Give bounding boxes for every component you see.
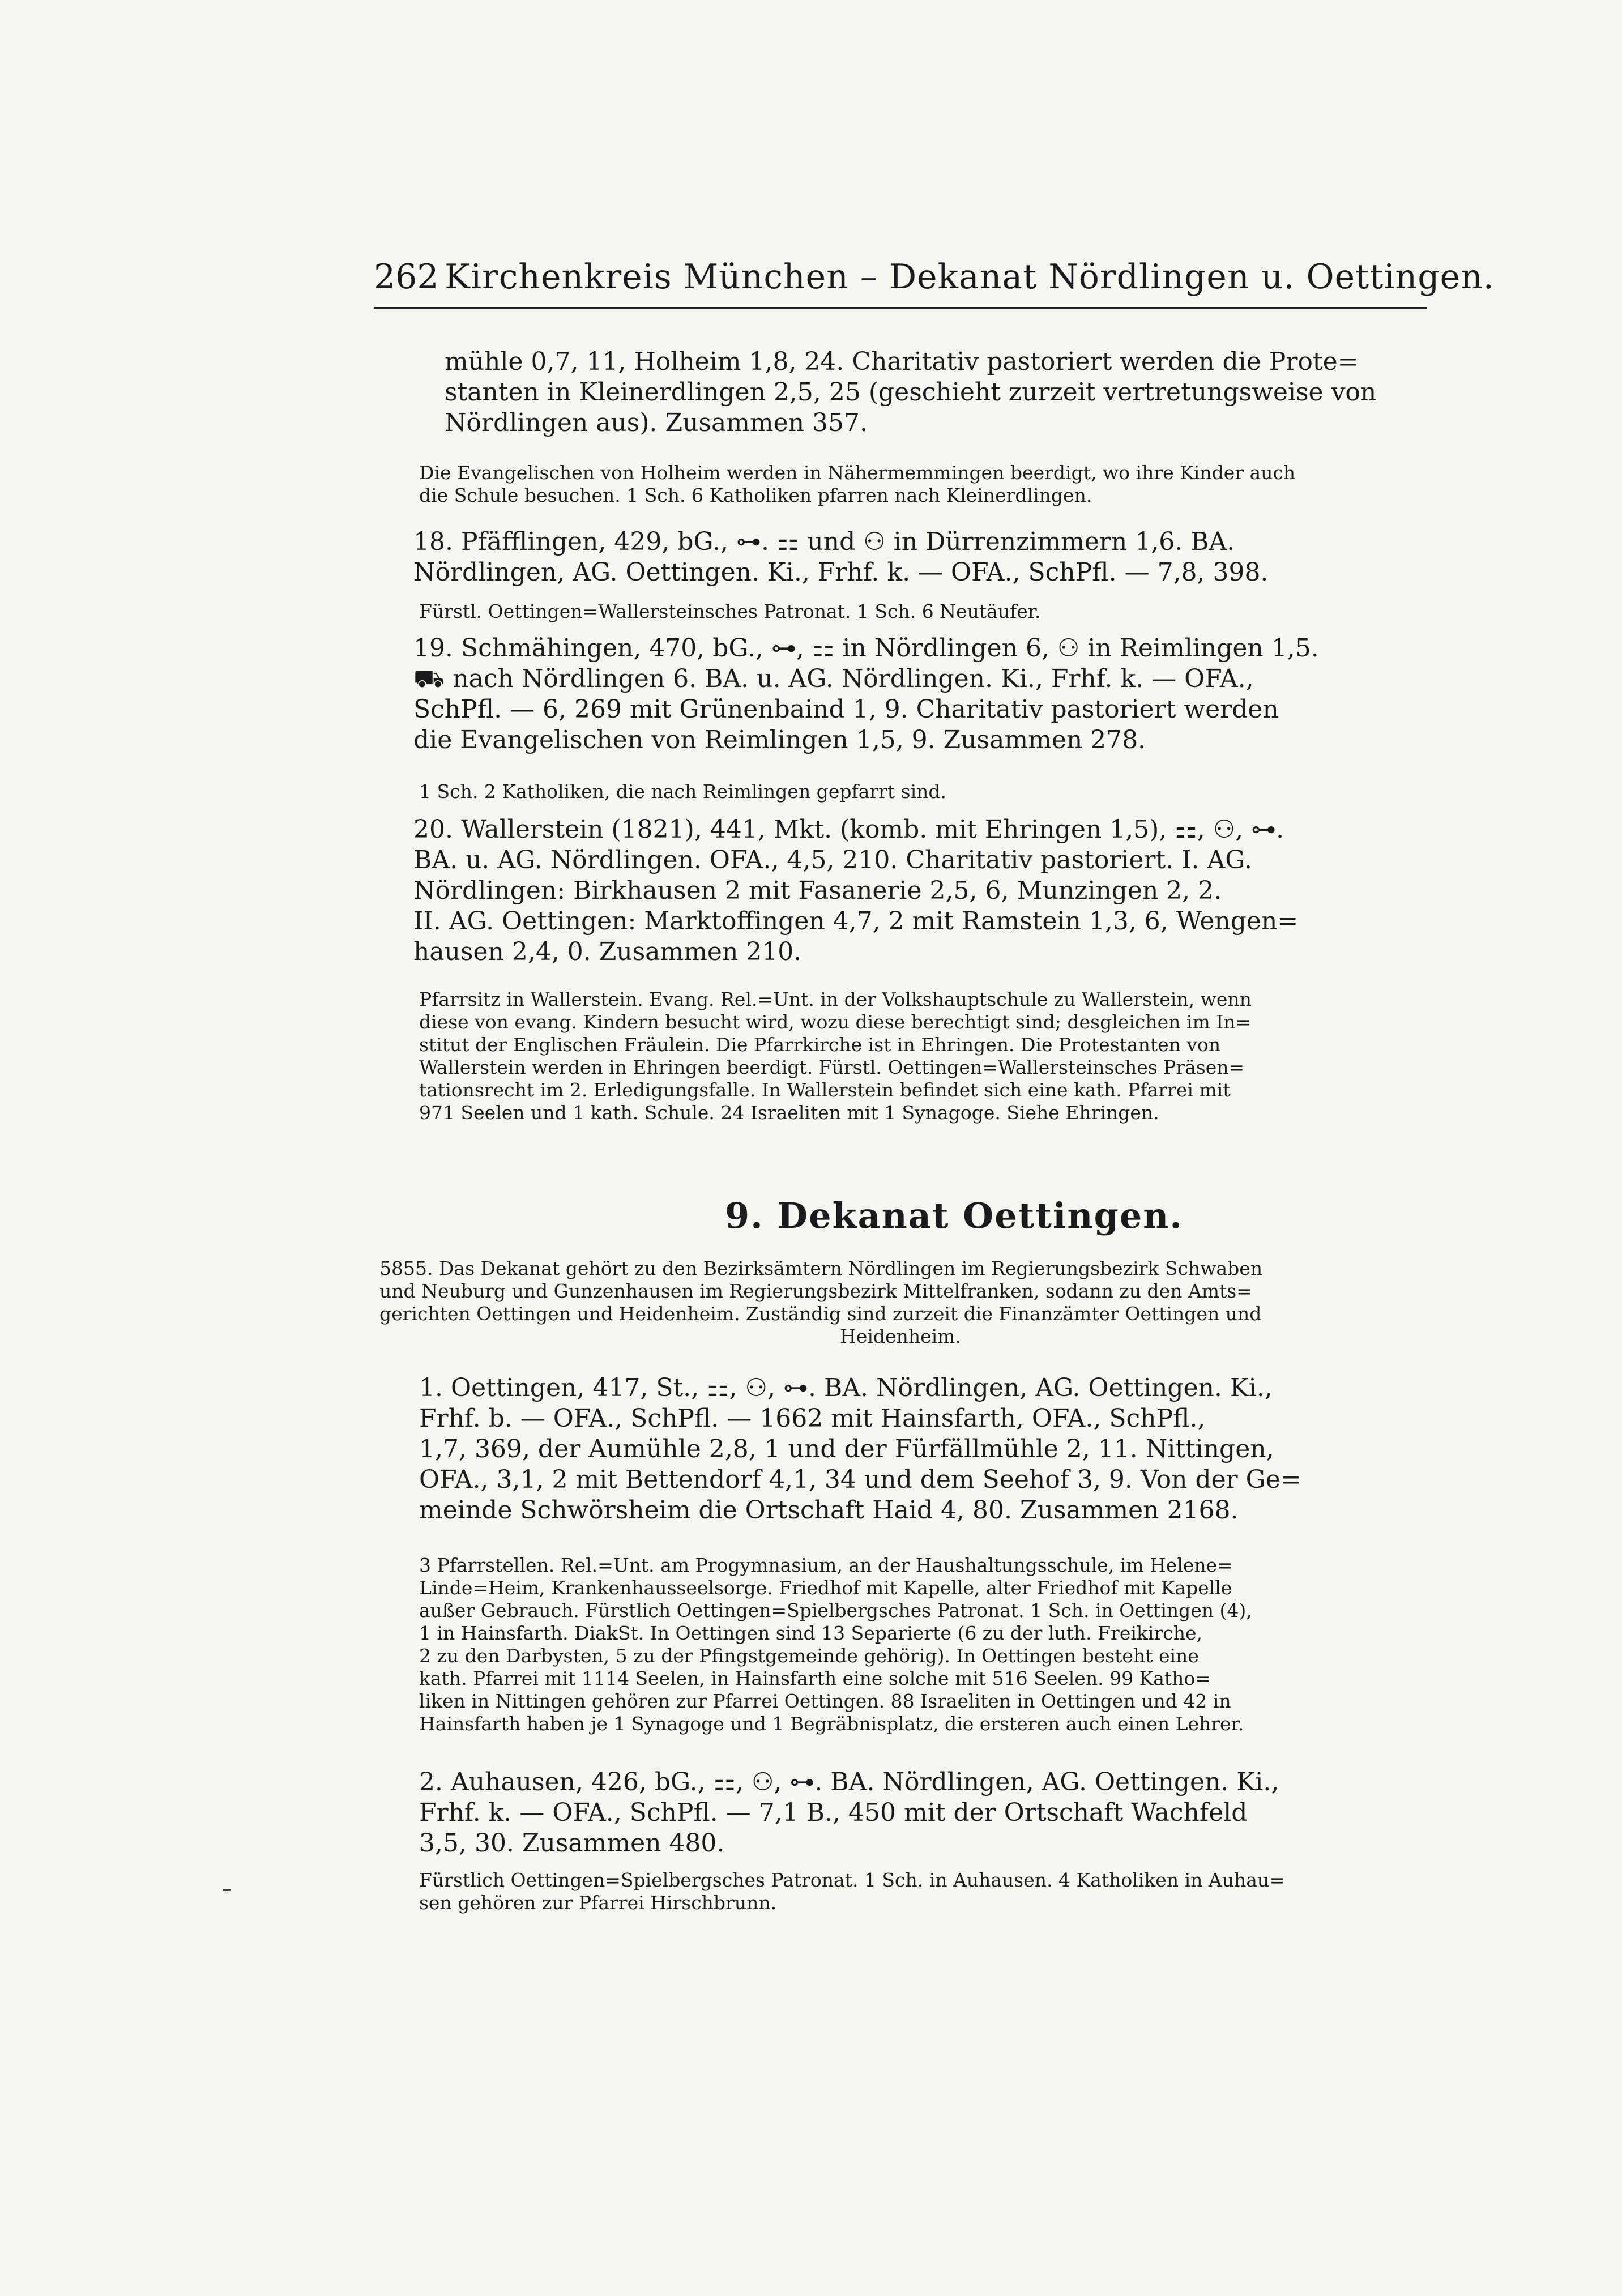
note-line: 3 Pfarrstellen. Rel.=Unt. am Progymnasium, an der Haushaltungsschule, im Helene= [419, 1554, 1233, 1576]
text-line: Nördlingen, AG. Oettingen. Ki., Frhf. k. — OFA., SchPfl. — 7,8, 398. [413, 558, 1269, 587]
text-line: BA. u. AG. Nördlingen. OFA., 4,5, 210. Charitativ pastoriert. I. AG. [413, 846, 1252, 874]
text-line: ⛟ nach Nördlingen 6. BA. u. AG. Nördlingen. Ki., Frhf. k. — OFA., [413, 664, 1254, 693]
page-header [374, 256, 1495, 309]
entry-20-note [419, 988, 1252, 1124]
note-line: kath. Pfarrei mit 1114 Seelen, in Hainsfarth eine solche mit 516 Seelen. 99 Katho= [419, 1667, 1211, 1689]
text-line: Nördlingen: Birkhausen 2 mit Fasanerie 2,5, 6, Munzingen 2, 2. [413, 876, 1222, 905]
note-line: Hainsfarth haben je 1 Synagoge und 1 Begräbnisplatz, die ersteren auch einen Lehrer. [419, 1713, 1244, 1735]
text-line: mühle 0,7, 11, Holheim 1,8, 24. Charitativ pastoriert werden die Prote= [445, 347, 1359, 376]
margin-mark [223, 1889, 231, 1891]
note-line: tationsrecht im 2. Erledigungsfalle. In Wallerstein befindet sich eine kath. Pfarrei mit [419, 1079, 1231, 1101]
intro-line: Heidenheim. [840, 1325, 961, 1347]
note-line: außer Gebrauch. Fürstlich Oettingen=Spielbergsches Patronat. 1 Sch. in Oettingen (4), [419, 1599, 1252, 1621]
note-line: 2 zu den Darbysten, 5 zu der Pfingstgemeinde gehörig). In Oettingen besteht eine [419, 1645, 1199, 1667]
entry-20 [413, 814, 1298, 967]
text-line: 18. Pfäfflingen, 429, bG., ⊶. ⚏ und ⚇ in Dürrenzimmern 1,6. BA. [413, 527, 1235, 556]
running-title: Kirchenkreis München – Dekanat Nördlingen u. Oettingen. [445, 257, 1495, 297]
text-line: stanten in Kleinerdlingen 2,5, 25 (geschieht zurzeit vertretungsweise von [445, 378, 1377, 407]
entry-19 [413, 633, 1319, 756]
text-line: II. AG. Oettingen: Marktoffingen 4,7, 2 mit Ramstein 1,3, 6, Wengen= [413, 907, 1299, 936]
section-intro [379, 1257, 1422, 1348]
note-line: sen gehören zur Pfarrei Hirschbrunn. [419, 1892, 777, 1914]
note-line: stitut der Englischen Fräulein. Die Pfarrkirche ist in Ehringen. Die Protestanten von [419, 1034, 1221, 1056]
note-line: Fürstl. Oettingen=Wallersteinsches Patronat. 1 Sch. 6 Neutäufer. [419, 600, 1041, 622]
entry-17-continued [445, 347, 1376, 438]
text-line: Nördlingen aus). Zusammen 357. [445, 408, 868, 437]
intro-line: und Neuburg und Gunzenhausen im Regierungsbezirk Mittelfranken, sodann zu den Amts= [379, 1280, 1252, 1302]
note-line: liken in Nittingen gehören zur Pfarrei Oettingen. 88 Israeliten in Oettingen und 42 in [419, 1690, 1231, 1712]
text-line: Frhf. k. — OFA., SchPfl. — 7,1 B., 450 mit der Ortschaft Wachfeld [419, 1798, 1248, 1827]
entry-18 [413, 527, 1269, 588]
note-line: diese von evang. Kindern besucht wird, wozu diese berechtigt sind; desgleichen im In= [419, 1011, 1252, 1033]
note-line: Die Evangelischen von Holheim werden in Nähermemmingen beerdigt, wo ihre Kinder auch [419, 462, 1296, 484]
text-line: 1. Oettingen, 417, St., ⚏, ⚇, ⊶. BA. Nördlingen, AG. Oettingen. Ki., [419, 1373, 1273, 1402]
text-line: SchPfl. — 6, 269 mit Grünenbaind 1, 9. Charitativ pastoriert werden [413, 695, 1279, 724]
text-line: 1,7, 369, der Aumühle 2,8, 1 und der Fürfällmühle 2, 11. Nittingen, [419, 1435, 1274, 1463]
entry-19-note [419, 780, 946, 803]
oettingen-entry-2-note [419, 1869, 1285, 1914]
section-heading: 9. Dekanat Oettingen. [725, 1195, 1183, 1236]
text-line: 19. Schmähingen, 470, bG., ⊶, ⚏ in Nördlingen 6, ⚇ in Reimlingen 1,5. [413, 634, 1319, 663]
oettingen-entry-1 [419, 1373, 1301, 1526]
note-line: die Schule besuchen. 1 Sch. 6 Katholiken pfarren nach Kleinerdlingen. [419, 484, 1092, 506]
text-line: OFA., 3,1, 2 mit Bettendorf 4,1, 34 und dem Seehof 3, 9. Von der Ge= [419, 1465, 1301, 1494]
entry-18-note [419, 600, 1040, 623]
page-number: 262 [374, 257, 439, 297]
oettingen-entry-1-note [419, 1554, 1252, 1735]
text-line: 20. Wallerstein (1821), 441, Mkt. (komb. mit Ehringen 1,5), ⚏, ⚇, ⊶. [413, 815, 1284, 844]
text-line: 2. Auhausen, 426, bG., ⚏, ⚇, ⊶. BA. Nördlingen, AG. Oettingen. Ki., [419, 1768, 1279, 1796]
note-line: 971 Seelen und 1 kath. Schule. 24 Israeliten mit 1 Synagoge. Siehe Ehringen. [419, 1102, 1159, 1124]
note-line: Pfarrsitz in Wallerstein. Evang. Rel.=Unt. in der Volkshauptschule zu Wallerstein, wenn [419, 988, 1252, 1010]
intro-line: 5855. Das Dekanat gehört zu den Bezirksämtern Nördlingen im Regierungsbezirk Schwaben [379, 1257, 1263, 1279]
note-line: Fürstlich Oettingen=Spielbergsches Patronat. 1 Sch. in Auhausen. 4 Katholiken in Auhau= [419, 1869, 1285, 1891]
note-line: Linde=Heim, Krankenhausseelsorge. Friedhof mit Kapelle, alter Friedhof mit Kapelle [419, 1577, 1232, 1599]
text-line: meinde Schwörsheim die Ortschaft Haid 4, 80. Zusammen 2168. [419, 1496, 1239, 1525]
note-line: Wallerstein werden in Ehringen beerdigt. Fürstl. Oettingen=Wallersteinsches Präsen= [419, 1056, 1245, 1078]
text-line: die Evangelischen von Reimlingen 1,5, 9. Zusammen 278. [413, 725, 1146, 754]
note-line: 1 Sch. 2 Katholiken, die nach Reimlingen gepfarrt sind. [419, 780, 947, 803]
oettingen-entry-2 [419, 1767, 1279, 1859]
intro-line: gerichten Oettingen und Heidenheim. Zuständig sind zurzeit die Finanzämter Oettingen und [379, 1303, 1262, 1325]
text-line: 3,5, 30. Zusammen 480. [419, 1829, 725, 1858]
note-line: 1 in Hainsfarth. DiakSt. In Oettingen sind 13 Separierte (6 zu der luth. Freikirche, [419, 1622, 1202, 1644]
text-line: Frhf. b. — OFA., SchPfl. — 1662 mit Hainsfarth, OFA., SchPfl., [419, 1404, 1206, 1433]
text-line: hausen 2,4, 0. Zusammen 210. [413, 937, 802, 966]
entry-17-note [419, 462, 1295, 507]
